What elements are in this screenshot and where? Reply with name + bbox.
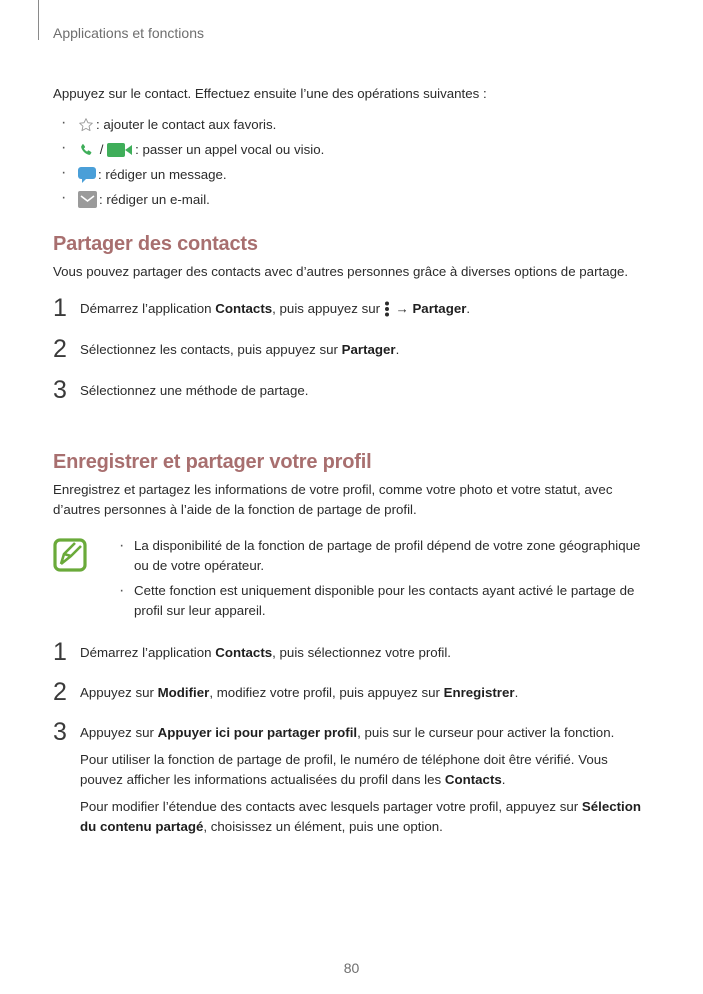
detail-text: . <box>501 772 506 787</box>
ui-term: Appuyer ici pour partager profil <box>157 725 358 740</box>
note-pencil-icon <box>53 538 87 578</box>
step-text: Démarrez l’application <box>80 301 216 316</box>
section-lead: Enregistrez et partagez les informations de votre profil, comme votre photo et votre statut, avec d’autres personnes à l’aide de la fonction de partage de profil. <box>53 482 613 517</box>
step-text: Sélectionnez une méthode de partage. <box>80 383 309 398</box>
step-text: , modifiez votre profil, puis appuyez sur <box>209 685 444 700</box>
detail-text: , choisissez un élément, puis une option. <box>203 819 443 834</box>
step-detail <box>80 750 653 790</box>
bullet-text: : passer un appel vocal ou visio. <box>135 141 325 157</box>
step-text: . <box>466 301 471 316</box>
detail-text: Pour utiliser la fonction de partage de profil, le numéro de téléphone doit être vérifié. Vous pouvez afficher les informations actualisées du profil dans les <box>80 752 608 787</box>
intro-text: Appuyez sur le contact. Effectuez ensuite l’une des opérations suivantes : <box>53 86 487 101</box>
message-icon <box>78 166 96 184</box>
step-number: 1 <box>53 294 67 322</box>
video-call-icon <box>107 142 133 158</box>
step-number: 2 <box>53 335 67 363</box>
step-text: Démarrez l’application <box>80 645 216 660</box>
share-steps <box>53 294 653 422</box>
step-text: Sélectionnez les contacts, puis appuyez sur <box>80 342 342 357</box>
more-options-icon <box>384 301 390 317</box>
note-box <box>53 536 653 621</box>
step-number: 1 <box>53 638 67 666</box>
step-text: , puis appuyez sur <box>272 301 384 316</box>
step-text: . <box>514 685 519 700</box>
star-icon <box>78 117 94 133</box>
step-number: 2 <box>53 678 67 706</box>
section-heading-profile: Enregistrer et partager votre profil <box>53 451 372 473</box>
step <box>53 335 653 381</box>
list-item <box>61 137 653 162</box>
step <box>53 678 653 723</box>
ui-term: Sélection du contenu partagé <box>80 799 641 834</box>
ui-term: Modifier <box>157 685 210 700</box>
bullet-text: · : rédiger un e-mail. <box>99 191 210 207</box>
step-text: . <box>395 342 400 357</box>
page-number: 80 <box>343 960 360 976</box>
running-header: Applications et fonctions <box>53 25 204 41</box>
list-item <box>61 187 653 212</box>
email-icon <box>78 191 97 208</box>
action-list <box>53 112 653 212</box>
step <box>53 638 653 683</box>
detail-text: Pour modifier l’étendue des contacts avec lesquels partager votre profil, appuyez sur <box>80 799 582 814</box>
ui-term: Partager <box>412 301 467 316</box>
section-heading-share: Partager des contacts <box>53 233 258 255</box>
section-lead: Vous pouvez partager des contacts avec d’autres personnes grâce à diverses options de partage. <box>53 264 629 279</box>
step-number: 3 <box>53 376 67 404</box>
ui-term: Contacts <box>444 772 502 787</box>
note-item: · Cette fonction est uniquement disponible pour les contacts ayant activé le partage de profil sur leur appareil. <box>121 581 653 621</box>
page-content <box>53 84 653 837</box>
bullet-text: · : ajouter le contact aux favoris. <box>96 116 277 132</box>
arrow: → <box>391 301 413 316</box>
phone-icon <box>78 142 94 158</box>
ui-term: Enregistrer <box>443 685 515 700</box>
note-item: · La disponibilité de la fonction de partage de profil dépend de votre zone géographique ou de votre opérateur. <box>121 536 653 576</box>
ui-term: Contacts <box>215 645 273 660</box>
step-detail <box>80 797 653 837</box>
step <box>53 718 653 837</box>
ui-term: Partager <box>341 342 396 357</box>
list-item <box>61 112 653 137</box>
profile-steps <box>53 638 653 837</box>
step <box>53 376 653 422</box>
bullet-text: · : rédiger un message. <box>98 166 227 182</box>
list-item <box>61 162 653 187</box>
separator: · / <box>96 141 108 157</box>
step-text: , puis sélectionnez votre profil. <box>272 645 451 660</box>
page-edge-line <box>38 0 39 40</box>
ui-term: Contacts <box>215 301 273 316</box>
step <box>53 294 653 340</box>
step-text: , puis sur le curseur pour activer la fonction. <box>357 725 615 740</box>
step-text: Appuyez sur <box>80 685 158 700</box>
step-text: Appuyez sur <box>80 725 158 740</box>
step-number: 3 <box>53 718 67 746</box>
